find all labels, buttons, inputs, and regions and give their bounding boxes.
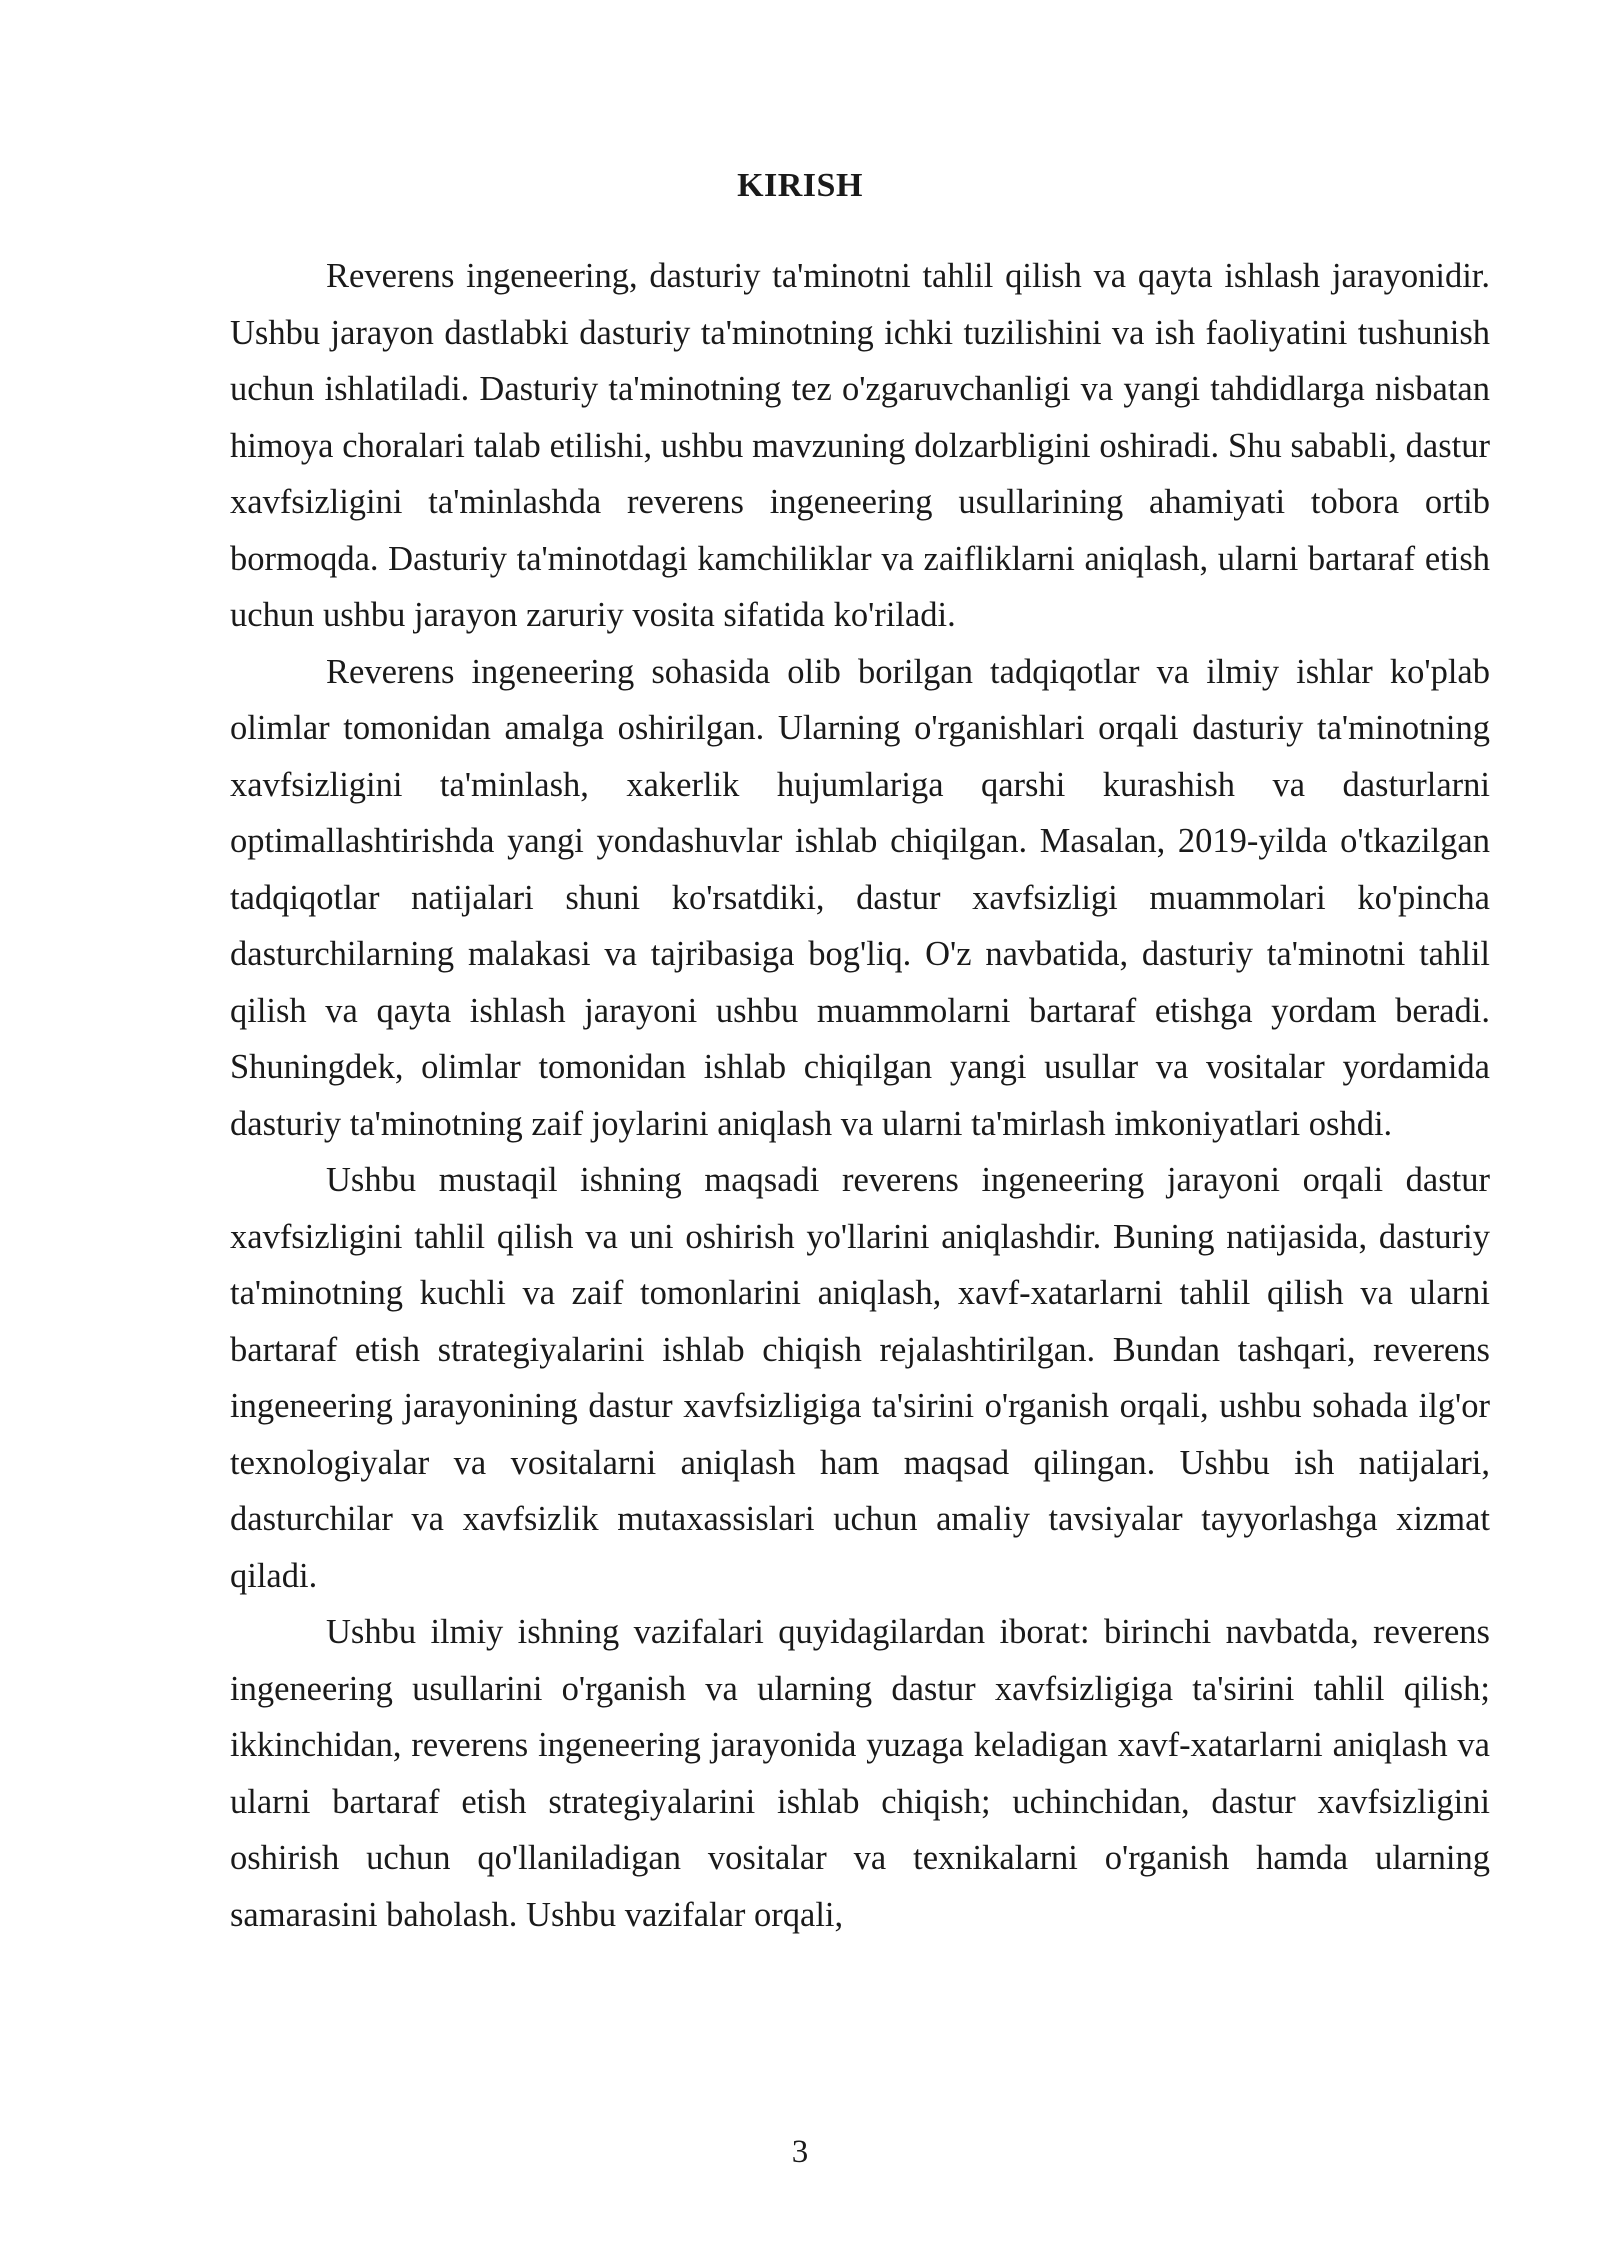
paragraph-3: Ushbu mustaqil ishning maqsadi reverens ingeneering jarayoni orqali dastur xavfsizligini tahlil qilish va uni oshirish yo'llarini aniqlashdir. Buning natijasida, dasturiy ta'minotning kuchli va zaif tomonlarini aniqlash, xavf-xatarlarni tahlil qilish va ularni bartaraf etish strategiyalarini ishlab chiqish rejalashtirilgan. Bundan tashqari, reverens ingeneering jarayonining dastur xavfsizligiga ta'sirini o'rganish orqali, ushbu sohada ilg'or texnologiyalar va vositalarni aniqlash ham maqsad qilingan. Ushbu ish natijalari, dasturchilar va xavfsizlik mutaxassislari uchun amaliy tavsiyalar tayyorlashga xizmat qiladi.: [230, 1161, 1490, 1595]
paragraph-2: Reverens ingeneering sohasida olib borilgan tadqiqotlar va ilmiy ishlar ko'plab olimlar tomonidan amalga oshirilgan. Ularning o'rganishlari orqali dasturiy ta'minotning xavfsizligini ta'minlash, xakerlik hujumlariga qarshi kurashish va dasturlarni optimallashtirishda yangi yondashuvlar ishlab chiqilgan. Masalan, 2019-yilda o'tkazilgan tadqiqotlar natijalari shuni ko'rsatdiki, dastur xavfsizligi muammolari ko'pincha dasturchilarning malakasi va tajribasiga bog'liq. O'z navbatida, dasturiy ta'minotni tahlil qilish va qayta ishlash jarayoni ushbu muammolarni bartaraf etishga yordam beradi. Shuningdek, olimlar tomonidan ishlab chiqilgan yangi usullar va vositalar yordamida dasturiy ta'minotning zaif joylarini aniqlash va ularni ta'mirlash imkoniyatlari oshdi.: [230, 652, 1490, 1143]
section-title: KIRISH: [737, 167, 863, 204]
page-number: 3: [791, 2134, 809, 2170]
paragraph-1: Reverens ingeneering, dasturiy ta'minotni tahlil qilish va qayta ishlash jarayonidir. Ushbu jarayon dastlabki dasturiy ta'minotning ichki tuzilishini va ish faoliyatini tushunish uchun ishlatiladi. Dasturiy ta'minotning tez o'zgaruvchanligi va yangi tahdidlarga nisbatan himoya choralari talab etilishi, ushbu mavzuning dolzarbligini oshiradi. Shu sababli, dastur xavfsizligini ta'minlashda reverens ingeneering usullarining ahamiyati tobora ortib bormoqda. Dasturiy ta'minotdagi kamchiliklar va zaifliklarni aniqlash, ularni bartaraf etish uchun ushbu jarayon zaruriy vosita sifatida ko'riladi.: [230, 257, 1490, 634]
body-text: [230, 248, 1490, 1943]
paragraph-4: Ushbu ilmiy ishning vazifalari quyidagilardan iborat: birinchi navbatda, reverens ingeneering usullarini o'rganish va ularning dastur xavfsizligiga ta'sirini tahlil qilish; ikkinchidan, reverens ingeneering jarayonida yuzaga keladigan xavf-xatarlarni aniqlash va ularni bartaraf etish strategiyalarini ishlab chiqish; uchinchidan, dastur xavfsizligini oshirish uchun qo'llaniladigan vositalar va texnikalarni o'rganish hamda ularning samarasini baholash. Ushbu vazifalar orqali,: [230, 1613, 1490, 1934]
